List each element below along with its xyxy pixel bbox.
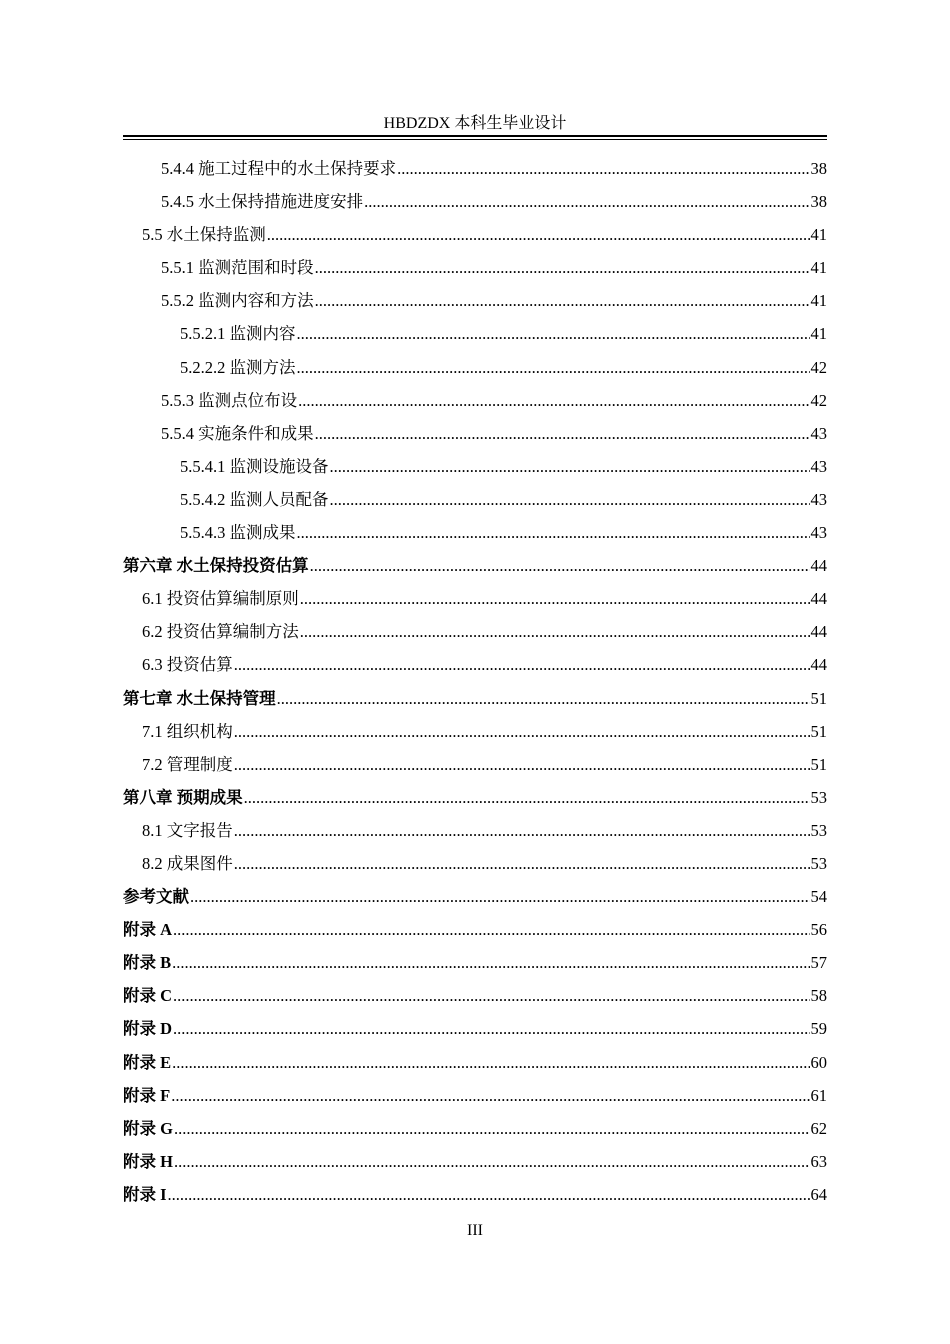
toc-entry-label: 5.5.4.1 监测设施设备 [180, 456, 329, 476]
toc-entry-page: 51 [810, 688, 827, 708]
toc-entry[interactable] [123, 814, 827, 847]
toc-dot-leader [300, 582, 810, 615]
toc-entry-label: 6.1 投资估算编制原则 [142, 589, 299, 609]
toc-entry[interactable] [123, 1046, 827, 1079]
header-rule-thin [123, 139, 827, 140]
toc-dot-leader [330, 483, 810, 516]
toc-entry[interactable] [123, 251, 827, 284]
toc-entry[interactable] [123, 516, 827, 549]
toc-entry-label: 第八章 预期成果 [123, 787, 243, 807]
toc-entry-label: 5.5.4.2 监测人员配备 [180, 489, 329, 509]
toc-entry[interactable] [123, 946, 827, 979]
toc-entry-label: 附录 F [123, 1085, 171, 1105]
toc-dot-leader [234, 748, 810, 781]
toc-dot-leader [173, 979, 809, 1012]
toc-dot-leader [172, 946, 809, 979]
toc-entry-page: 43 [810, 456, 827, 476]
toc-entry-label: 附录 I [123, 1184, 167, 1204]
page-number: III [467, 1222, 483, 1239]
toc-entry[interactable] [123, 450, 827, 483]
toc-entry-page: 41 [810, 324, 827, 344]
toc-entry[interactable] [123, 880, 827, 913]
toc-entry-label: 5.4.5 水土保持措施进度安排 [161, 192, 364, 212]
toc-entry-label: 附录 H [123, 1151, 173, 1171]
toc-entry-page: 60 [810, 1052, 827, 1072]
toc-entry-page: 38 [810, 192, 827, 212]
toc-entry-page: 63 [810, 1151, 827, 1171]
toc-dot-leader [315, 417, 810, 450]
toc-entry-page: 57 [810, 953, 827, 973]
toc-entry-page: 59 [810, 1019, 827, 1039]
toc-entry-page: 51 [810, 721, 827, 741]
toc-entry[interactable] [123, 1079, 827, 1112]
toc-entry-page: 61 [810, 1085, 827, 1105]
toc-dot-leader [267, 218, 810, 251]
toc-entry-label: 5.2.2.2 监测方法 [180, 357, 296, 377]
toc-entry-label: 附录 D [123, 1019, 173, 1039]
toc-dot-leader [397, 152, 809, 185]
toc-entry-label: 附录 C [123, 986, 173, 1006]
toc-entry-page: 44 [810, 556, 827, 576]
toc-entry-page: 41 [810, 258, 827, 278]
toc-entry-page: 42 [810, 390, 827, 410]
toc-entry[interactable] [123, 483, 827, 516]
toc-entry-page: 43 [810, 523, 827, 543]
toc-entry-page: 41 [810, 291, 827, 311]
toc-entry-page: 54 [810, 887, 827, 907]
toc-entry[interactable] [123, 417, 827, 450]
toc-dot-leader [234, 648, 810, 681]
toc-entry-label: 附录 B [123, 953, 172, 973]
toc-dot-leader [173, 913, 809, 946]
toc-dot-leader [172, 1046, 809, 1079]
toc-entry[interactable] [123, 152, 827, 185]
toc-dot-leader [297, 317, 810, 350]
toc-entry-label: 5.5.3 监测点位布设 [161, 390, 298, 410]
toc-dot-leader [234, 715, 810, 748]
toc-entry-label: 第七章 水土保持管理 [123, 688, 276, 708]
toc-entry-page: 58 [810, 986, 827, 1006]
toc-entry[interactable] [123, 715, 827, 748]
toc-entry[interactable] [123, 979, 827, 1012]
toc-dot-leader [171, 1079, 809, 1112]
toc-entry[interactable] [123, 1012, 827, 1045]
toc-entry-label: 附录 E [123, 1052, 172, 1072]
toc-entry-label: 6.2 投资估算编制方法 [142, 622, 299, 642]
toc-entry-page: 42 [810, 357, 827, 377]
header-rule-thick [123, 135, 827, 137]
toc-entry-label: 5.5.1 监测范围和时段 [161, 258, 314, 278]
toc-entry-page: 56 [810, 920, 827, 940]
toc-entry[interactable] [123, 582, 827, 615]
toc-entry-label: 7.1 组织机构 [142, 721, 233, 741]
toc-dot-leader [174, 1145, 810, 1178]
toc-entry-page: 51 [810, 754, 827, 774]
toc-entry-page: 38 [810, 159, 827, 178]
toc-dot-leader [310, 549, 810, 582]
toc-dot-leader [297, 516, 810, 549]
toc-entry[interactable] [123, 781, 827, 814]
toc-entry-page: 53 [810, 853, 827, 873]
toc-dot-leader [330, 450, 810, 483]
toc-dot-leader [298, 384, 809, 417]
toc-entry[interactable] [123, 284, 827, 317]
toc-entry[interactable] [123, 648, 827, 681]
header-title: HBDZDX 本科生毕业设计 [383, 115, 567, 132]
toc-entry-page: 43 [810, 423, 827, 443]
toc-entry[interactable] [123, 615, 827, 648]
toc-entry[interactable] [123, 847, 827, 880]
toc-dot-leader [315, 251, 810, 284]
toc-entry-label: 5.5.2.1 监测内容 [180, 324, 296, 344]
toc-entry-label: 第六章 水土保持投资估算 [123, 556, 309, 576]
toc-dot-leader [364, 185, 809, 218]
toc-entry-label: 8.1 文字报告 [142, 820, 233, 840]
toc-dot-leader [300, 615, 810, 648]
toc-dot-leader [234, 814, 810, 847]
toc-entry-label: 5.5.2 监测内容和方法 [161, 291, 314, 311]
table-of-contents [123, 152, 827, 1211]
toc-dot-leader [174, 1112, 810, 1145]
toc-entry-label: 5.5.4 实施条件和成果 [161, 423, 314, 443]
toc-entry-page: 53 [810, 787, 827, 807]
toc-dot-leader [277, 682, 810, 715]
toc-entry[interactable] [123, 549, 827, 582]
toc-entry-page: 41 [810, 225, 827, 245]
toc-entry-page: 43 [810, 489, 827, 509]
toc-entry[interactable] [123, 748, 827, 781]
toc-entry-label: 7.2 管理制度 [142, 754, 233, 774]
toc-dot-leader [168, 1178, 810, 1211]
toc-dot-leader [234, 847, 810, 880]
toc-entry-page: 62 [810, 1118, 827, 1138]
toc-dot-leader [297, 351, 810, 384]
toc-entry[interactable] [123, 384, 827, 417]
toc-entry[interactable] [123, 351, 827, 384]
toc-entry-page: 44 [810, 589, 827, 609]
toc-entry[interactable] [123, 317, 827, 350]
toc-entry[interactable] [123, 185, 827, 218]
toc-entry-label: 8.2 成果图件 [142, 853, 233, 873]
toc-dot-leader [315, 284, 810, 317]
toc-entry[interactable] [123, 1178, 827, 1211]
toc-entry[interactable] [123, 1145, 827, 1178]
toc-entry-label: 6.3 投资估算 [142, 655, 233, 675]
toc-entry-label: 5.5 水土保持监测 [142, 225, 266, 245]
toc-dot-leader [190, 880, 810, 913]
toc-entry-label: 5.4.4 施工过程中的水土保持要求 [161, 159, 397, 178]
toc-entry[interactable] [123, 218, 827, 251]
toc-entry-label: 5.5.4.3 监测成果 [180, 523, 296, 543]
toc-entry[interactable] [123, 1112, 827, 1145]
toc-entry-page: 53 [810, 820, 827, 840]
toc-entry-page: 64 [810, 1184, 827, 1204]
toc-entry-label: 附录 G [123, 1118, 173, 1138]
toc-entry-label: 附录 A [123, 920, 173, 940]
toc-entry-page: 44 [810, 655, 827, 675]
toc-entry[interactable] [123, 913, 827, 946]
toc-dot-leader [244, 781, 810, 814]
toc-entry[interactable] [123, 682, 827, 715]
toc-dot-leader [173, 1012, 809, 1045]
toc-entry-label: 参考文献 [123, 887, 189, 907]
toc-entry-page: 44 [810, 622, 827, 642]
